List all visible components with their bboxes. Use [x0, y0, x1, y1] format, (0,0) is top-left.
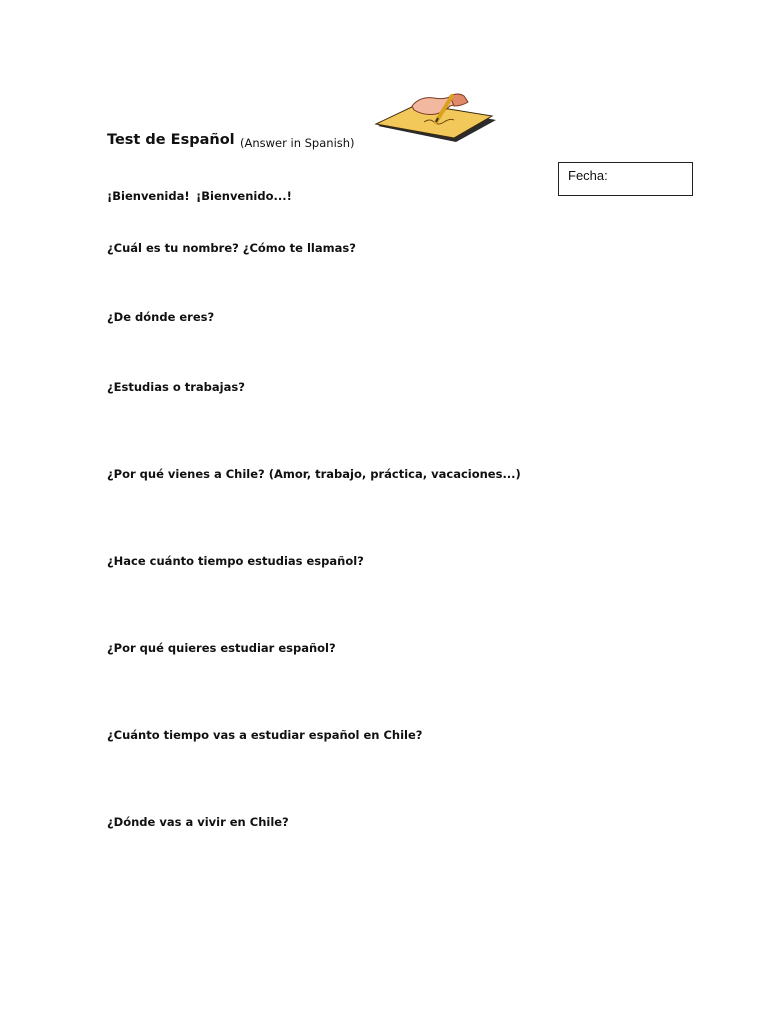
question-name: ¿Cuál es tu nombre? ¿Cómo te llamas?: [107, 241, 356, 255]
question-where-live: ¿Dónde vas a vivir en Chile?: [107, 815, 289, 829]
question-how-long-studying: ¿Hace cuánto tiempo estudias español?: [107, 554, 364, 568]
question-duration-chile: ¿Cuánto tiempo vas a estudiar español en Chile?: [107, 728, 423, 742]
question-why-chile: ¿Por qué vienes a Chile? (Amor, trabajo, práctica, vacaciones...): [107, 467, 521, 481]
page-title: Test de Español: [107, 132, 235, 148]
writing-paper-icon: [372, 92, 500, 146]
question-study-work: ¿Estudias o trabajas?: [107, 380, 245, 394]
greeting-male: ¡Bienvenido...!: [196, 189, 292, 203]
question-origin: ¿De dónde eres?: [107, 310, 215, 324]
question-why-spanish: ¿Por qué quieres estudiar español?: [107, 641, 336, 655]
page-subtitle: (Answer in Spanish): [240, 136, 355, 150]
date-field-label: Fecha:: [568, 168, 608, 183]
greeting-female: ¡Bienvenida!: [107, 189, 190, 203]
date-field[interactable]: [558, 162, 693, 196]
